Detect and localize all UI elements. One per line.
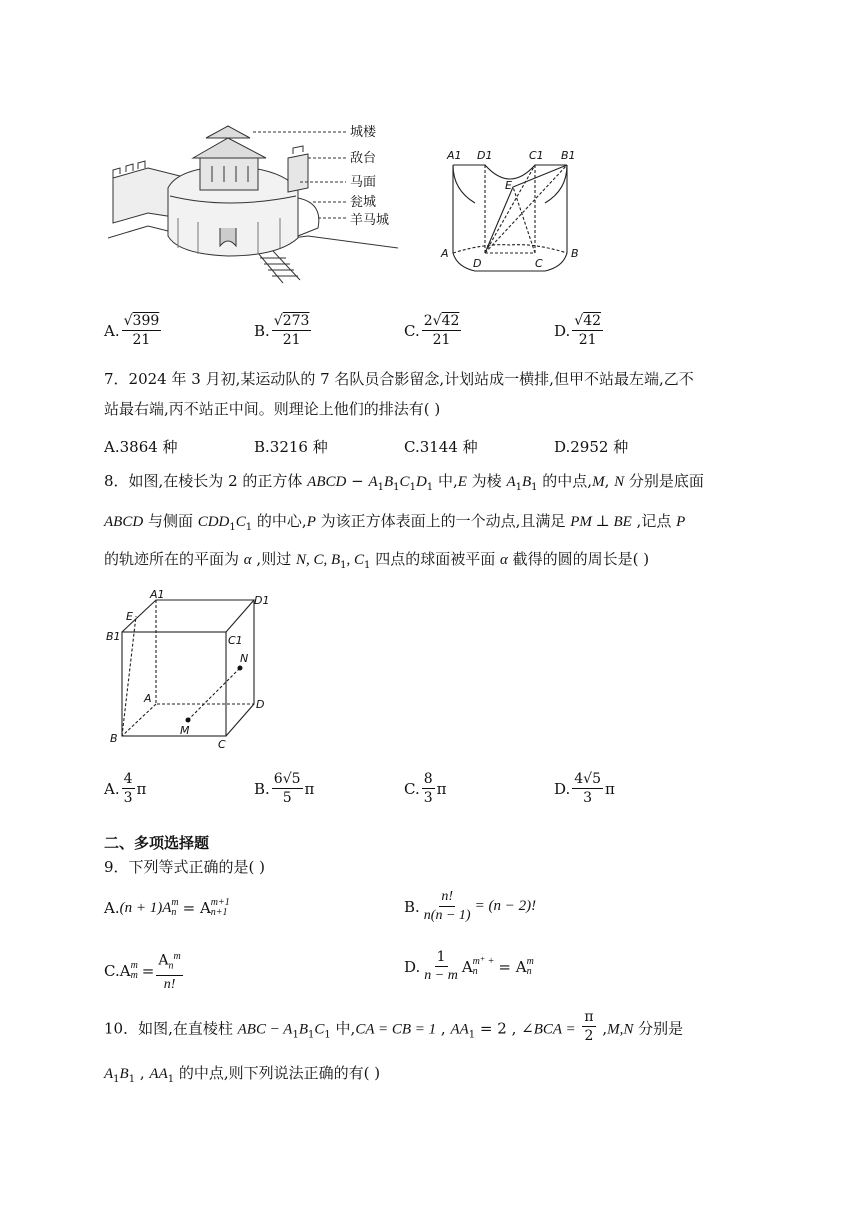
label-cube-b1: B1 <box>106 630 121 643</box>
label-c1: C1 <box>529 149 544 162</box>
q9-stem: 9．下列等式正确的是( ) <box>104 858 266 876</box>
label-b: B <box>571 247 579 260</box>
q8-option-d[interactable]: D. $\frac{4√5}{3}$ π <box>554 771 615 806</box>
label-chenglou: 城楼 <box>350 125 377 140</box>
q7-option-a[interactable]: A.3864 种 <box>104 438 178 456</box>
label-cube-a: A <box>144 692 152 705</box>
q7-option-c[interactable]: C.3144 种 <box>404 438 478 456</box>
label-c: C <box>535 257 543 270</box>
q10-line1: 10．如图,在直棱柱 ABC − $A_1B_1C_1$ 中,CA = CB = 1 , $AA_1 = 2$ , ∠BCA = $\frac{\pi}{2}$ ,M,N 分别是 <box>104 1009 684 1044</box>
label-d: D <box>473 257 482 270</box>
q8-option-a[interactable]: A. $\frac{4}{3}$ π <box>104 771 147 806</box>
label-cube-m: M <box>180 724 190 737</box>
q6-option-b[interactable]: B. $\frac{√273}{21}$ <box>254 313 310 348</box>
half-cylinder-figure <box>435 145 595 275</box>
label-cube-c: C <box>218 738 226 751</box>
label-cube-a1: A1 <box>150 590 165 601</box>
city-wall-figure <box>108 118 398 288</box>
cube-figure <box>104 590 274 755</box>
q6-option-c[interactable]: C. $\frac{2√42}{21}$ <box>404 313 460 348</box>
q9-option-a[interactable]: A. (n + 1)A m n = A m+1 n+1 <box>104 897 230 918</box>
label-cube-c1: C1 <box>228 634 243 647</box>
q8-line3: 的轨迹所在的平面为 α ,则过 N, C, $B_1$, $C_1$ 四点的球面被平面 α 截得的圆的周长是( ) <box>104 550 650 571</box>
label-cube-e: E <box>126 610 133 623</box>
q8-option-c[interactable]: C. $\frac{8}{3}$ π <box>404 771 447 806</box>
q7-line2: 站最右端,丙不站正中间。则理论上他们的排法有( ) <box>104 400 441 418</box>
label-cube-d: D <box>256 698 265 711</box>
q8-option-b[interactable]: B. $\frac{6√5}{5}$ π <box>254 771 315 806</box>
label-cube-d1: D1 <box>254 594 270 607</box>
q10-line2: $A_1B_1$ , $AA_1$ 的中点,则下列说法正确的有( ) <box>104 1064 381 1085</box>
label-mamian: 马面 <box>350 175 377 190</box>
q9-option-b[interactable]: B. $\frac{n!}{n(n - 1)}$ = (n − 2)! <box>404 889 537 923</box>
label-cube-n: N <box>240 652 249 665</box>
label-e: E <box>505 179 512 192</box>
label-wengcheng: 瓮城 <box>350 195 377 210</box>
label-a: A <box>441 247 449 260</box>
label-cube-b: B <box>110 732 118 745</box>
q9-option-c[interactable]: C. A m m = $\frac{A_n^m}{n!}$ <box>104 948 185 994</box>
q8-line2: ABCD 与侧面 $CDD_1C_1$ 的中心,P 为该正方体表面上的一个动点,且满足 PM ⊥ BE ,记点 P <box>104 512 686 533</box>
label-b1: B1 <box>561 149 576 162</box>
label-a1: A1 <box>447 149 462 162</box>
q7-option-b[interactable]: B.3216 种 <box>254 438 328 456</box>
q7-line1: 7．2024 年 3 月初,某运动队的 7 名队员合影留念,计划站成一横排,但甲不站最左端,乙不 <box>104 370 694 388</box>
q7-option-d[interactable]: D.2952 种 <box>554 438 629 456</box>
q6-option-a[interactable]: A. $\frac{√399}{21}$ <box>104 313 160 348</box>
q6-option-d[interactable]: D. $\frac{√42}{21}$ <box>554 313 602 348</box>
label-d1: D1 <box>477 149 493 162</box>
label-yangmacheng: 羊马城 <box>350 213 390 228</box>
label-ditai: 敌台 <box>350 151 377 166</box>
section-heading: 二、多项选择题 <box>104 834 210 852</box>
q8-line1: 8．如图,在棱长为 2 的正方体 ABCD − $A_1B_1C_1D_1$ 中,E 为棱 $A_1B_1$ 的中点,M, N 分别是底面 <box>104 472 704 493</box>
q9-option-d[interactable]: D. $\frac{1}{n - m}$ A m⁺ + n = A m n <box>404 949 534 983</box>
